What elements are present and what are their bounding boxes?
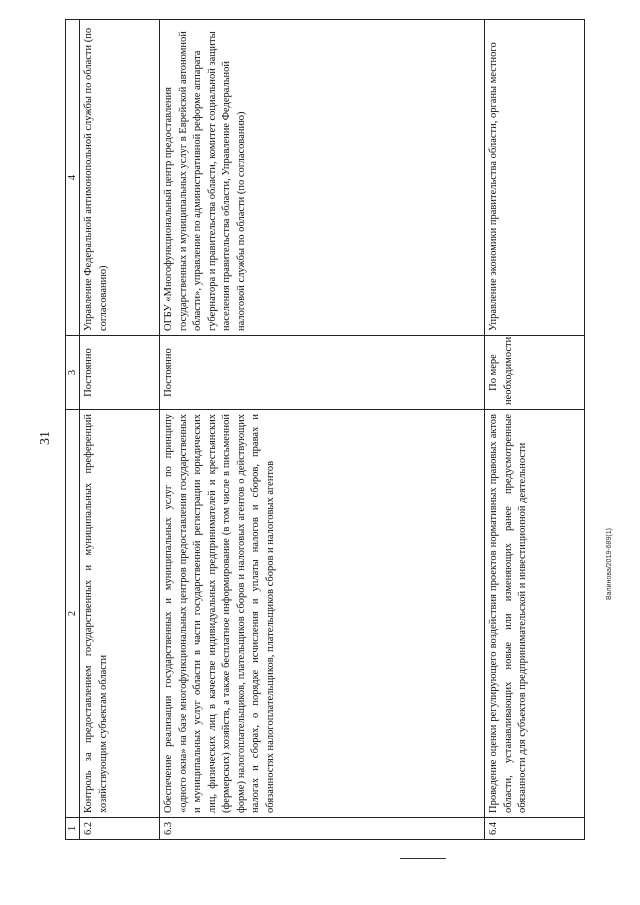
footer-code: Валинова/2019-689(1): [606, 528, 613, 600]
row-period: Постоянно: [160, 336, 485, 410]
row-activity: Проведение оценки регулирующего воздействия проектов нормативных правовых актов области, устанавливающих новые или изменяющих ранее предусмотренные обязанности для субъектов предпринимательской и инвестиционной деятельности: [485, 410, 585, 818]
row-number: 6.3: [160, 818, 485, 840]
row-activity: Контроль за предоставлением государственных и муниципальных преференций хозяйствующим субъектам области: [80, 410, 160, 818]
header-col-1: 1: [66, 818, 80, 840]
header-row: [66, 20, 80, 840]
row-period: Постоянно: [80, 336, 160, 410]
row-activity: Обеспечение реализации государственных и муниципальных услуг по принципу «одного окна» на базе многофункциональных центров предоставления государственных и муниципальных услуг области в части государственной регистрации юридических лиц, физических лиц в качестве индивидуальных предпринимателей и крестьянских (фермерских) хозяйств, а также бесплатное информирование (в том числе в письменной форме) налогоплательщиков, плательщиков сборов и налоговых агентов о действующих налогах и сборах, о порядке исчисления и уплаты налогов и сборов, правах и обязанностях налогоплательщиков, плательщиков сборов и налоговых агентов: [160, 410, 485, 818]
row-responsible: Управление экономики правительства области, органы местного: [485, 20, 585, 336]
page-number: 31: [38, 431, 53, 445]
row-responsible: ОГБУ «Многофункциональный центр предоставления государственных и муниципальных услуг в Еврейской автономной области», управление по административной реформе аппарата губернатора и правительства области, комитет социальной защиты населения правительства области, Управление Федеральной налоговой службы по области (по согласованию): [160, 20, 485, 336]
table-row: [485, 20, 585, 840]
row-number: 6.4: [485, 818, 585, 840]
plan-table: [65, 19, 585, 840]
signature-line: [400, 858, 446, 859]
row-period: По мере необходимости: [485, 336, 585, 410]
header-col-4: 4: [66, 20, 80, 336]
header-col-2: 2: [66, 410, 80, 818]
rotated-table-region: [65, 20, 585, 840]
row-number: 6.2: [80, 818, 160, 840]
row-responsible: Управление Федеральной антимонопольной службы по области (по согласованию): [80, 20, 160, 336]
header-col-3: 3: [66, 336, 80, 410]
table-row: [160, 20, 485, 840]
table-row: [80, 20, 160, 840]
